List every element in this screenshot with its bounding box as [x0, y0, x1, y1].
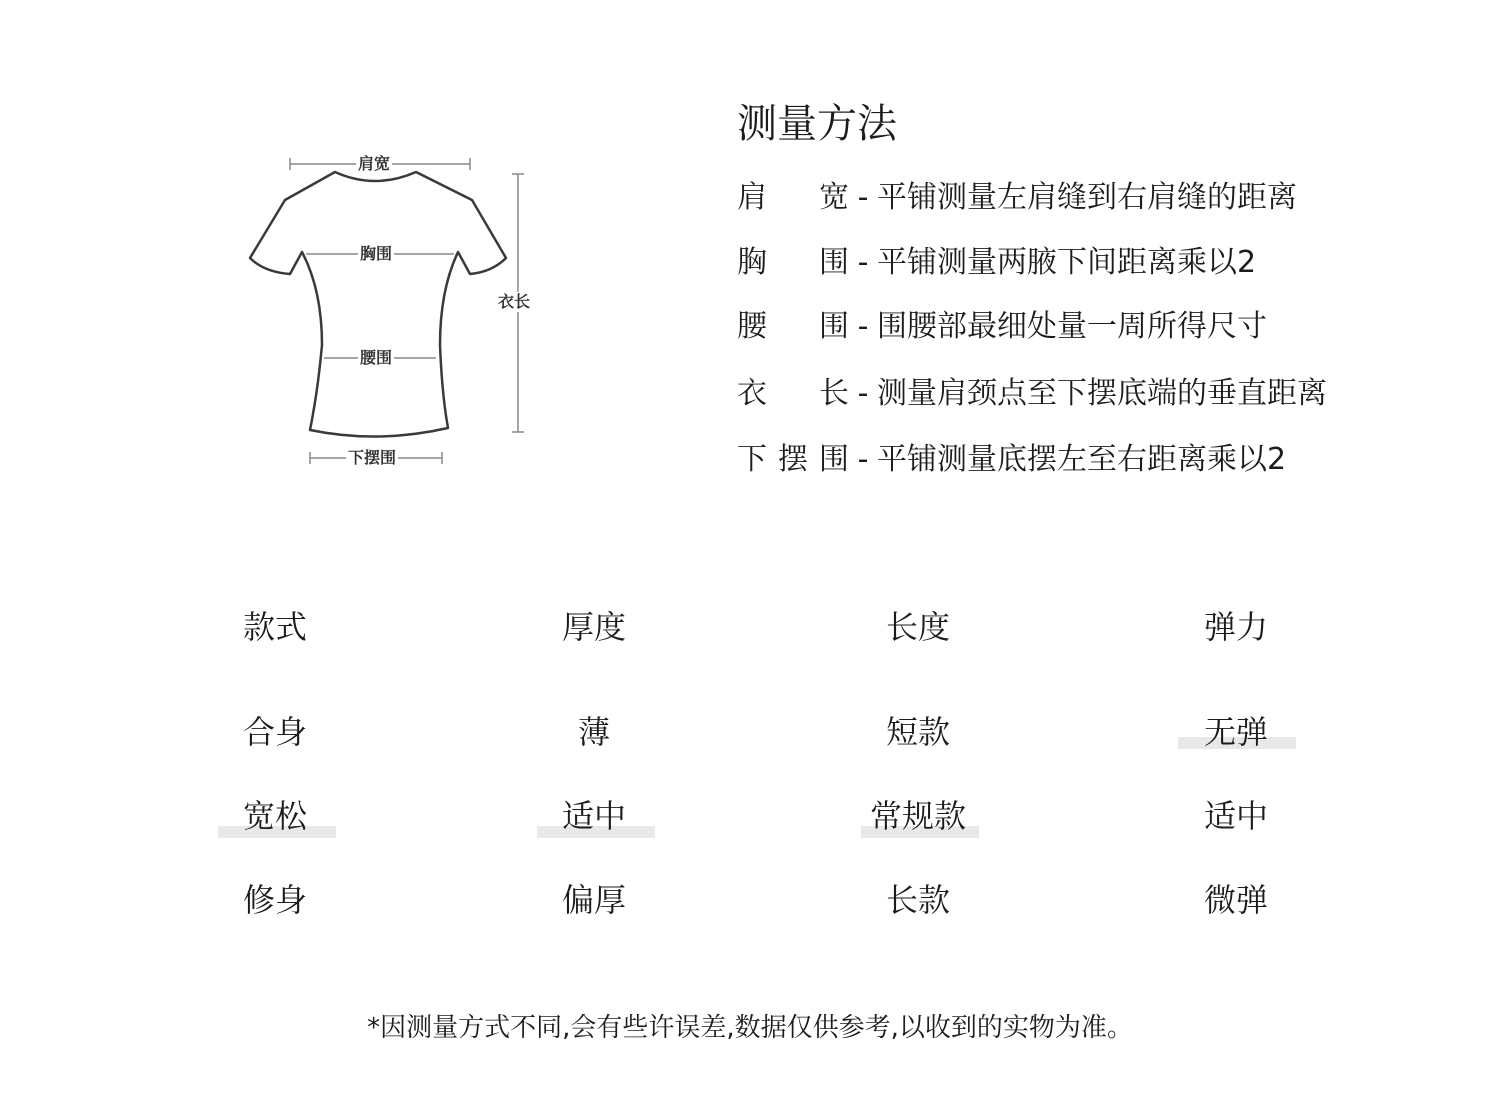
method-desc: 测量肩颈点至下摆底端的垂直距离	[877, 376, 1327, 411]
method-title: 测量方法	[737, 101, 897, 147]
attribute-option: 短款	[885, 713, 950, 751]
attribute-option: 合身	[242, 713, 307, 751]
method-separator: -	[857, 245, 869, 280]
method-row-hem	[737, 440, 1286, 480]
attribute-header: 长度	[885, 608, 950, 646]
attribute-option: 薄	[577, 713, 610, 751]
attribute-option: 修身	[242, 881, 307, 919]
method-separator: -	[857, 309, 869, 344]
tshirt-diagram	[230, 140, 560, 480]
diagram-label-hem: 下摆围	[348, 448, 397, 467]
method-row-chest	[737, 243, 1256, 283]
method-row-shoulder	[737, 178, 1297, 218]
method-separator: -	[857, 376, 869, 411]
method-separator: -	[857, 180, 869, 215]
diagram-label-waist: 腰围	[360, 348, 393, 367]
method-separator: -	[857, 442, 869, 477]
attribute-header: 弹力	[1203, 608, 1268, 646]
attribute-option: 适中	[1203, 797, 1268, 835]
diagram-label-length: 衣长	[498, 292, 531, 311]
diagram-label-chest: 胸围	[360, 244, 393, 263]
method-row-waist	[737, 307, 1267, 347]
attribute-header: 款式	[242, 608, 307, 646]
attribute-option-selected: 宽松	[242, 797, 307, 835]
method-term: 衣长	[737, 376, 849, 411]
method-desc: 平铺测量左肩缝到右肩缝的距离	[877, 180, 1297, 215]
method-desc: 平铺测量两腋下间距离乘以2	[877, 245, 1257, 280]
method-term: 腰围	[737, 309, 849, 344]
attribute-option: 偏厚	[561, 881, 626, 919]
method-row-length	[737, 374, 1327, 414]
method-term: 肩宽	[737, 180, 849, 215]
method-desc: 围腰部最细处量一周所得尺寸	[877, 309, 1267, 344]
method-term: 胸围	[737, 245, 849, 280]
attribute-option: 长款	[885, 881, 950, 919]
attribute-header: 厚度	[561, 608, 626, 646]
method-term: 下摆围	[737, 442, 849, 477]
attribute-option-selected: 无弹	[1203, 713, 1268, 751]
attribute-option: 微弹	[1203, 881, 1268, 919]
attribute-option-selected: 常规款	[869, 797, 966, 835]
attribute-option-selected: 适中	[561, 797, 626, 835]
method-desc: 平铺测量底摆左至右距离乘以2	[877, 442, 1287, 477]
diagram-label-shoulder: 肩宽	[358, 154, 391, 173]
disclaimer-note: *因测量方式不同,会有些许误差,数据仅供参考,以收到的实物为准。	[367, 1013, 1133, 1043]
